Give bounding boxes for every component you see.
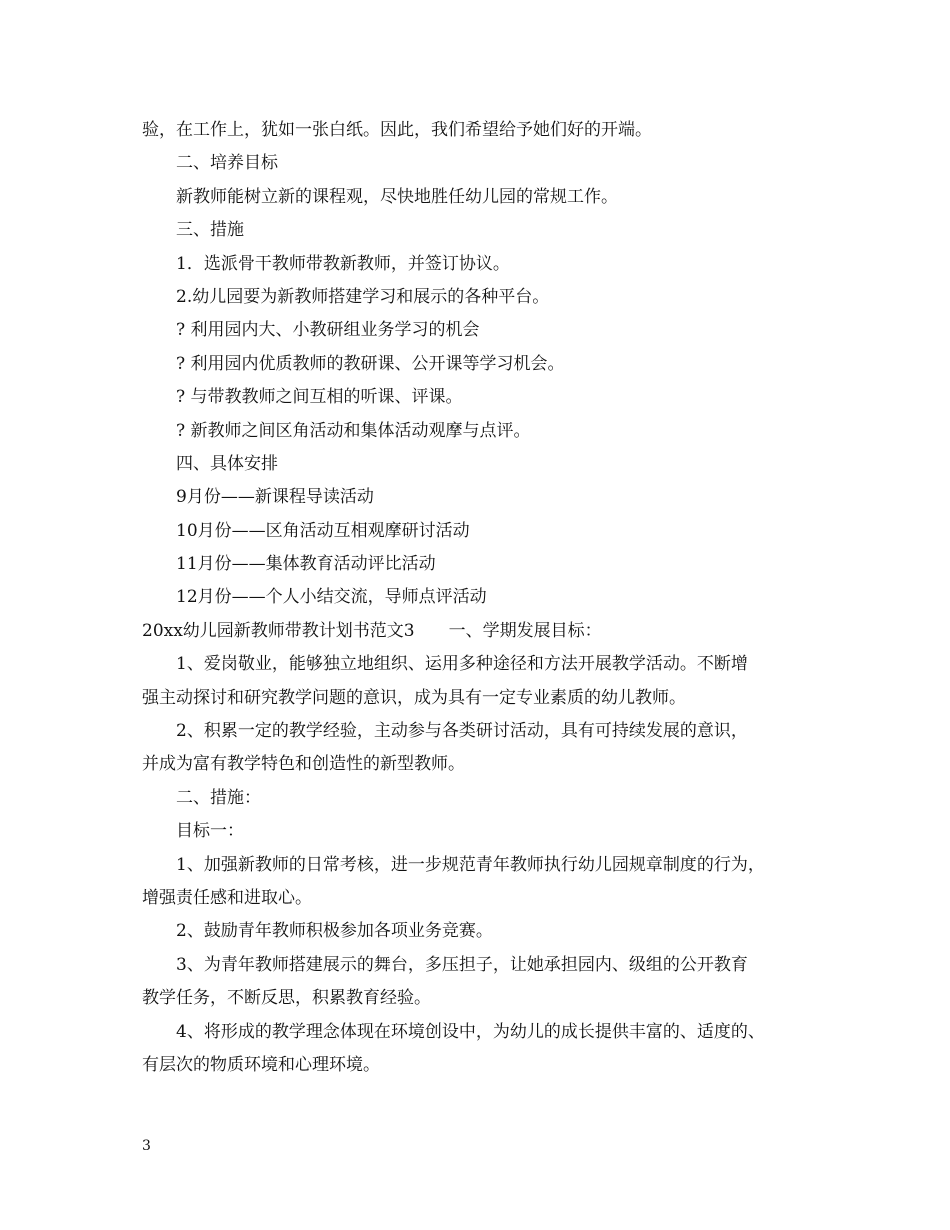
paragraph-line: 验，在工作上，犹如一张白纸。因此，我们希望给予她们好的开端。 [142,120,652,140]
paragraph-line: ? 利用园内大、小教研组业务学习的机会 [176,320,480,341]
paragraph-line: 4、将形成的教学理念体现在环境创设中，为幼儿的成长提供丰富的、适度的、 [176,1021,765,1042]
paragraph-line: 二、培养目标 [176,153,278,174]
paragraph-line: 1、加强新教师的日常考核，进一步规范青年教师执行幼儿园规章制度的行为， [176,854,765,875]
paragraph-line: 四、具体安排 [176,453,278,474]
paragraph-line: 2、鼓励青年教师积极参加各项业务竞赛。 [176,921,493,942]
paragraph-line: 二、措施： [176,787,261,808]
paragraph-line: 10月份——区角活动互相观摩研讨活动 [176,520,470,541]
paragraph-line: 3、为青年教师搭建展示的舞台，多压担子，让她承担园内、级组的公开教育 [176,954,748,975]
paragraph-line: 11月份——集体教育活动评比活动 [176,554,436,575]
paragraph-line: 有层次的物质环境和心理环境。 [142,1054,380,1075]
page-number: 3 [142,1138,151,1154]
paragraph-line: 新教师能树立新的课程观，尽快地胜任幼儿园的常规工作。 [176,186,618,207]
paragraph-line: ? 与带教教师之间互相的听课、评课。 [176,387,463,408]
paragraph-line: 9月份——新课程导读活动 [176,487,374,508]
paragraph-line: 并成为富有教学特色和创造性的新型教师。 [142,754,465,775]
document-body [142,114,842,1082]
paragraph-line: 1、爱岗敬业，能够独立地组织、运用多种途径和方法开展教学活动。不断增 [176,654,748,675]
paragraph-line: ? 利用园内优质教师的教研课、公开课等学习机会。 [176,353,565,374]
paragraph-line: ? 新教师之间区角活动和集体活动观摩与点评。 [176,420,531,441]
paragraph-line: 1．选派骨干教师带教新教师，并签订协议。 [176,253,510,274]
paragraph-line: 强主动探讨和研究教学问题的意识，成为具有一定专业素质的幼儿教师。 [142,687,686,708]
paragraph-line: 目标一： [176,821,244,842]
paragraph-line: 2、积累一定的教学经验，主动参与各类研讨活动，具有可持续发展的意识， [176,721,748,742]
paragraph-line: 2.幼儿园要为新教师搭建学习和展示的各种平台。 [176,286,550,307]
paragraph-line: 教学任务，不断反思，积累教育经验。 [142,988,431,1009]
paragraph-line: 增强责任感和进取心。 [142,887,312,908]
paragraph-line: 20xx幼儿园新教师带教计划书范文3 一、学期发展目标： [142,620,602,641]
paragraph-line: 三、措施 [176,220,244,241]
paragraph-line: 12月份——个人小结交流，导师点评活动 [176,587,487,608]
